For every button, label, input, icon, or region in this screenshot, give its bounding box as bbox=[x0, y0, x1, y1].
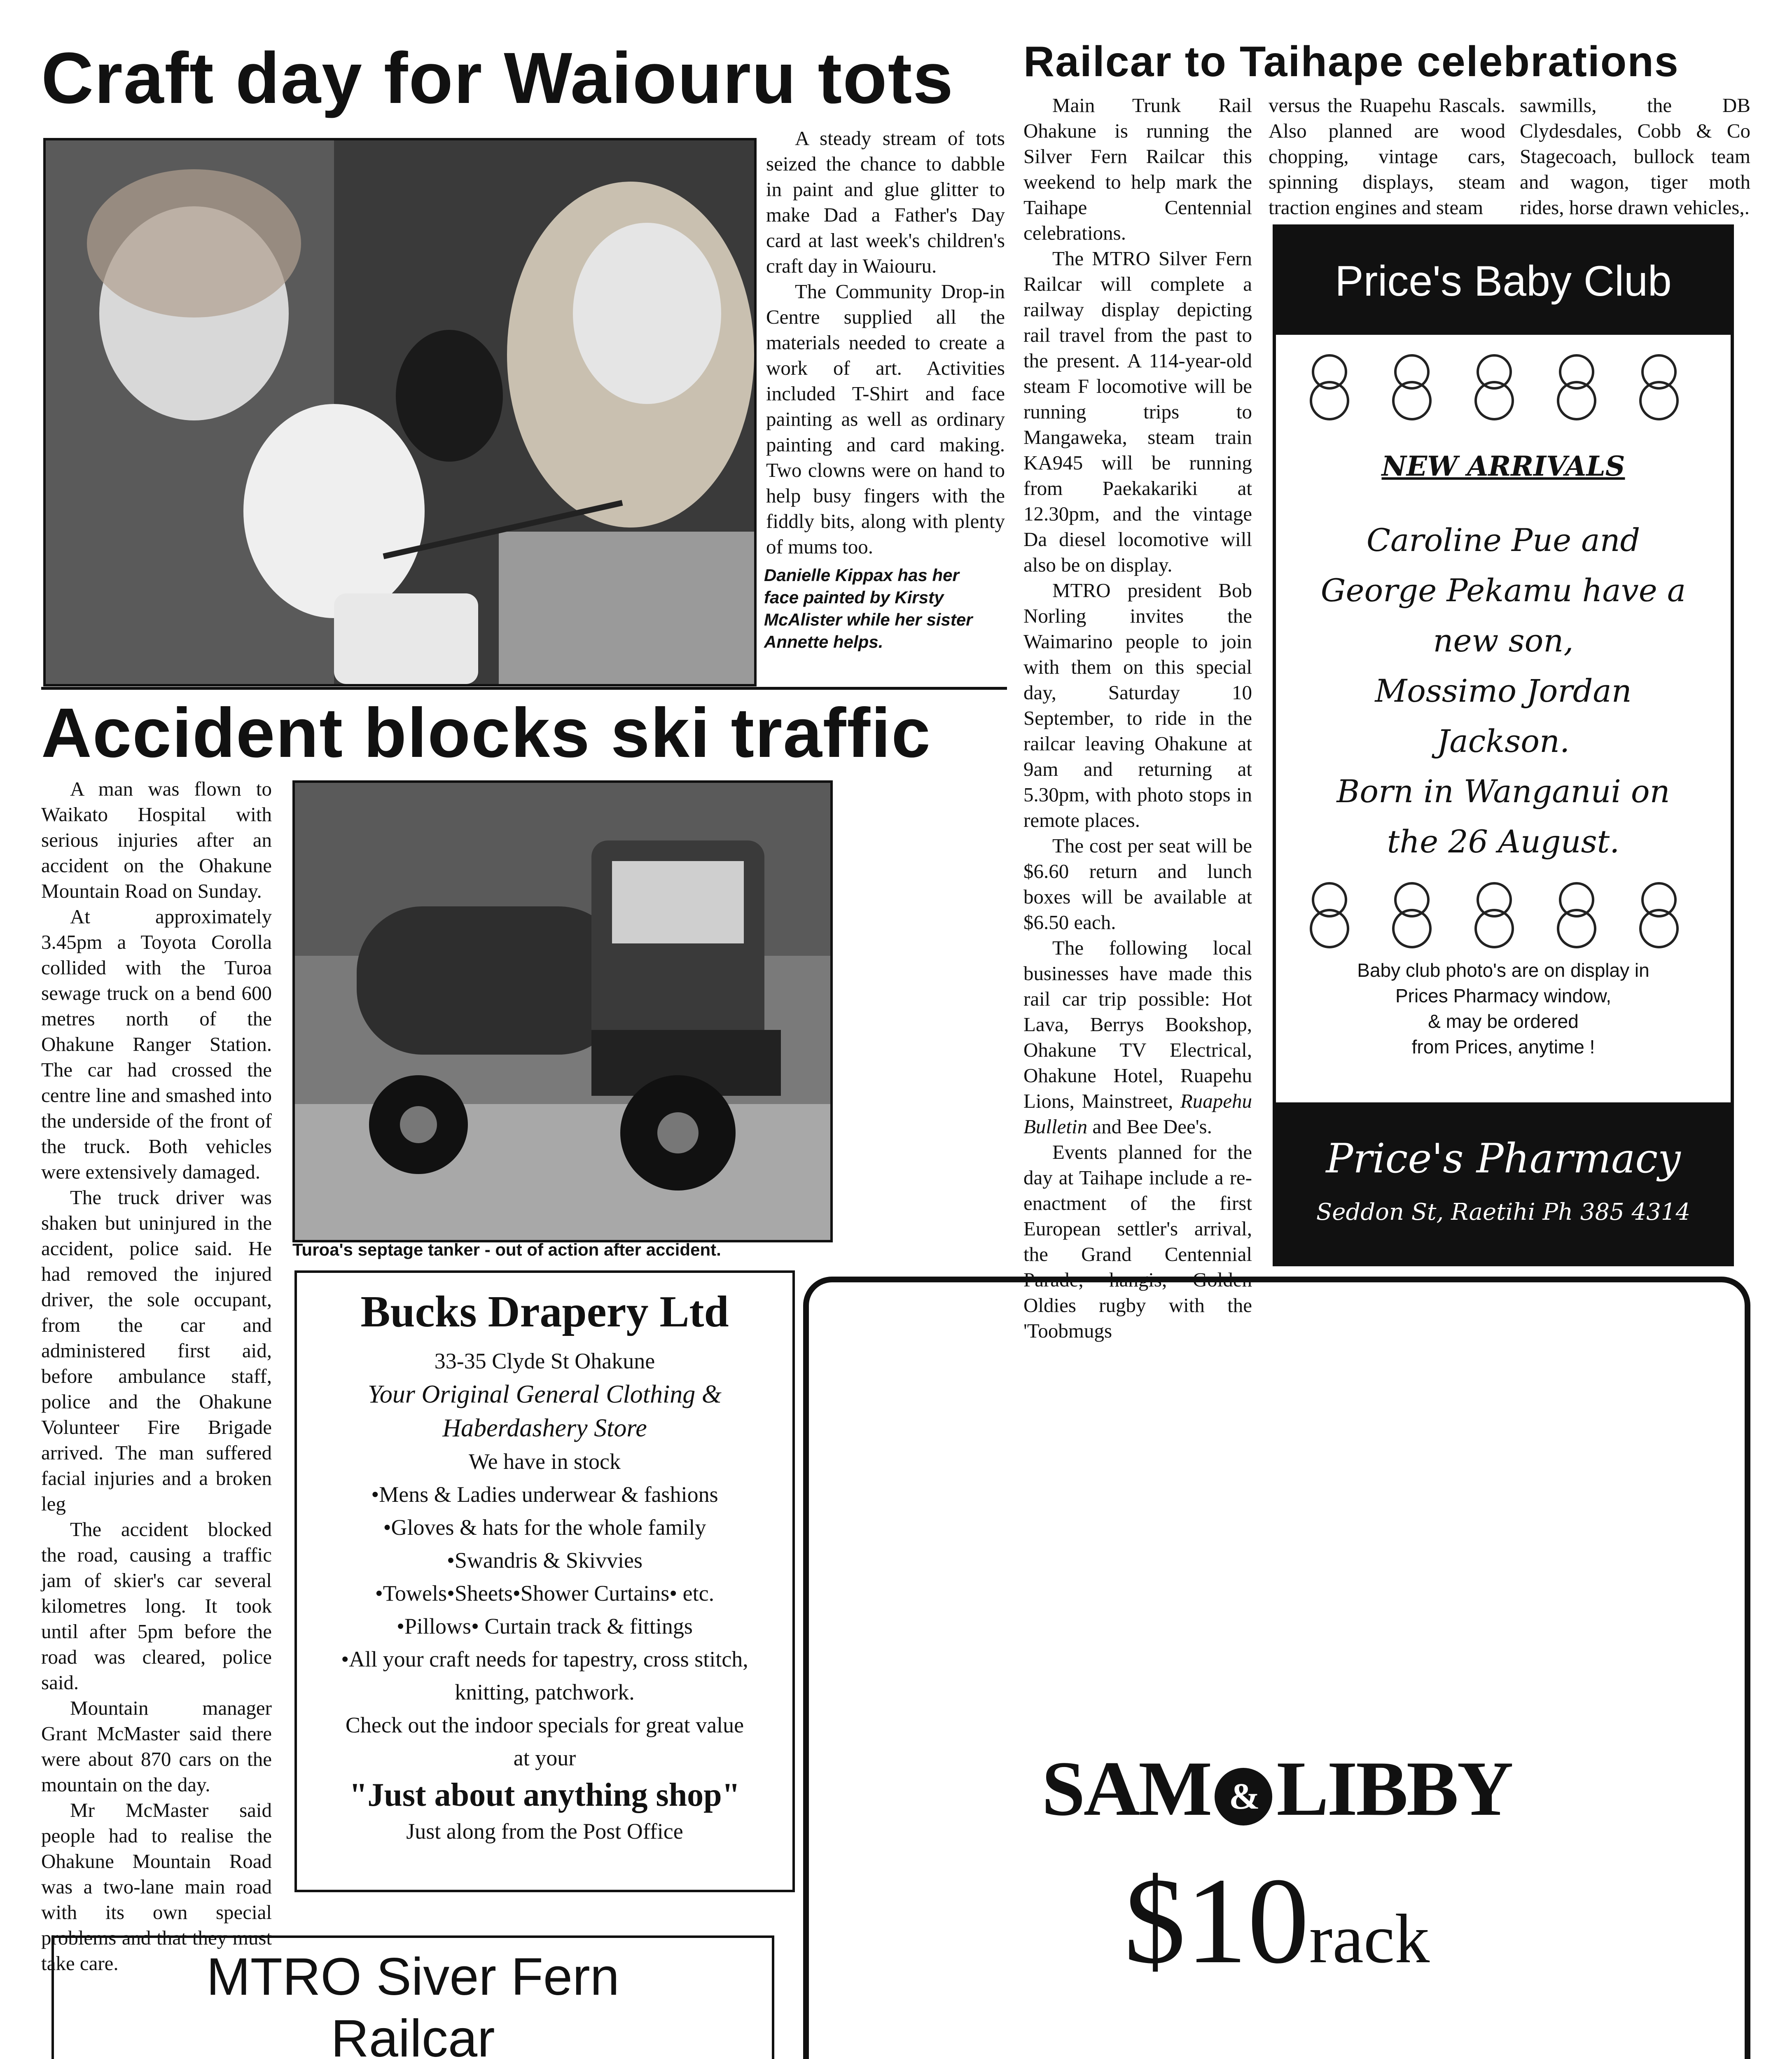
price-amount: $10 bbox=[1124, 1852, 1309, 1989]
railcar-paragraph: sawmills, the DB Clydesdales, Cobb & Co Stagecoach, bullock team and wagon, tiger moth rides, horse drawn vehicles,. bbox=[1520, 94, 1750, 219]
railcar-paragraph: The cost per seat will be $6.60 return and lunch boxes will be available at $6.50 each. bbox=[1023, 834, 1252, 934]
announcement-line: Mossimo Jordan bbox=[1375, 672, 1632, 709]
baby-club-ad bbox=[1273, 224, 1734, 1266]
accident-paragraph: At approximately 3.45pm a Toyota Corolla collided with the Turoa sewage truck on a bend 600 metres north of the Ohakune Ranger Station. The car had crossed the centre line and smashed into the underside of the front of the truck. Both vehicles were extensively damaged. bbox=[41, 905, 272, 1183]
craft-paragraph: The Community Drop-in Centre supplied all the materials needed to create a work of art. Activities included T-Shirt and face painting as well as ordinary painting and card making. Two clowns were on hand to help busy fingers with the fiddly bits, along with plenty of mums too. bbox=[766, 280, 1005, 558]
section-divider bbox=[41, 687, 1007, 690]
craft-article bbox=[766, 126, 1005, 560]
railcar-article-col3 bbox=[1520, 93, 1750, 220]
children-painting-image bbox=[46, 140, 754, 684]
accident-paragraph: A man was flown to Waikato Hospital with serious injuries after an accident on the Ohakune Mountain Road on Sunday. bbox=[41, 777, 272, 902]
accident-paragraph: The accident blocked the road, causing a traffic jam of skier's car several kilometres long. It took until after 5pm before the road was cleared, police said. bbox=[41, 1518, 272, 1694]
stock-intro: We have in stock bbox=[468, 1449, 621, 1474]
brand-sam: SAM bbox=[1042, 1746, 1211, 1832]
stock-item: •Swandris & Skivvies bbox=[447, 1548, 643, 1573]
railcar-paragraph: Main Trunk Rail Ohakune is running the Silver Fern Railcar this weekend to help mark the Taihape Centennial celebrations. bbox=[1023, 94, 1252, 244]
bucks-location: Just along from the Post Office bbox=[406, 1819, 683, 1844]
accident-paragraph: The truck driver was shaken but uninjured in the accident, police said. He had removed the injured driver, the sole occupant, from the car and administered first aid, before ambulance staff, police and the Ohakune Volunteer Fire Brigade arrived. The man suffered facial injuries and a broken leg bbox=[41, 1186, 272, 1515]
sale-headline bbox=[809, 2055, 1745, 2059]
rack-price bbox=[809, 1852, 1745, 2022]
bucks-stock-list bbox=[297, 1445, 792, 1774]
pharmacy-address: Seddon St, Raetihi Ph 385 4314 bbox=[1316, 1199, 1691, 1226]
craft-headline: Craft day for Waiouru tots bbox=[41, 38, 954, 119]
new-arrivals-heading: NEW ARRIVALS bbox=[1381, 450, 1625, 482]
accident-paragraph: Mr McMaster said people had to realise the Ohakune Mountain Road was a two-lane main road with its own special problems and that they must take care. bbox=[41, 1799, 272, 1975]
baby-club-header bbox=[1276, 228, 1731, 335]
sale-headline-line bbox=[809, 2055, 1745, 2059]
railcar-paragraph-text: and Bee Dee's. bbox=[1087, 1115, 1212, 1138]
stock-item: Check out the indoor specials for great value bbox=[345, 1713, 744, 1737]
brand-libby: LIBBY bbox=[1276, 1746, 1512, 1832]
accident-article bbox=[41, 776, 272, 1976]
stock-item: at your bbox=[513, 1746, 576, 1770]
sam-libby-ad bbox=[803, 1277, 1750, 2059]
announcement-line: new son, bbox=[1433, 622, 1574, 659]
railcar-article-col1 bbox=[1023, 93, 1252, 1344]
mtro-title-line: MTRO Siver Fern bbox=[206, 1947, 619, 2006]
truck-photo bbox=[292, 780, 833, 1242]
birth-announcement bbox=[1276, 515, 1731, 867]
craft-caption: Danielle Kippax has her face painted by Kirsty McAlister while her sister Annette helps. bbox=[764, 565, 973, 651]
railcar-article-col2 bbox=[1269, 93, 1505, 220]
teddy-bears-bottom-icon bbox=[1276, 871, 1731, 953]
railcar-paragraph: The MTRO Silver Fern Railcar will complete a railway display depicting rail travel from the past to the present. A 114-year-old steam F locomotive will be running trips to Mangaweka, steam train KA945 will be running from Paekakariki at 12.30pm, and the vintage Da diesel locomotive will also be on display. bbox=[1023, 247, 1252, 576]
bucks-address: 33-35 Clyde St Ohakune bbox=[434, 1349, 655, 1373]
tagline-line: Your Original General Clothing & bbox=[368, 1380, 722, 1408]
brand-ampersand: & bbox=[1215, 1768, 1272, 1826]
bucks-drapery-ad bbox=[294, 1270, 795, 1892]
stock-item: •Mens & Ladies underwear & fashions bbox=[371, 1482, 718, 1507]
bulletin-name: Ruapehu Bulletin bbox=[1023, 1090, 1252, 1138]
stock-item: •All your craft needs for tapestry, cross stitch, bbox=[341, 1647, 748, 1671]
railcar-paragraph: Events planned for the day at Taihape include a re-enactment of the first European settler's arrival, the Grand Centennial Parade, hangis, Golden Oldies rugby with the 'Toobmugs bbox=[1023, 1141, 1252, 1342]
accident-caption: Turoa's septage tanker - out of action after accident. bbox=[292, 1240, 721, 1259]
stock-item: •Towels•Sheets•Shower Curtains• etc. bbox=[375, 1581, 715, 1606]
announcement-line: Jackson. bbox=[1437, 723, 1570, 759]
mtro-title-line: Railcar bbox=[331, 2009, 495, 2059]
pharmacy-name: Price's Pharmacy bbox=[1326, 1135, 1681, 1182]
announcement-line: Born in Wanganui on bbox=[1336, 773, 1670, 810]
accident-headline: Accident blocks ski traffic bbox=[41, 694, 931, 772]
railcar-paragraph-text: The following local businesses have made this rail car trip possible: Hot Lava, Berrys Bookshop, Ohakune TV Electrical, Ohakune Hotel, Ruapehu Lions, Mainstreet, bbox=[1023, 936, 1252, 1112]
tanker-truck-image bbox=[295, 783, 830, 1240]
baby-club-title: Price's Baby Club bbox=[1335, 257, 1672, 305]
accident-paragraph: Mountain manager Grant McMaster said there were about 870 cars on the mountain on the day. bbox=[41, 1697, 272, 1796]
teddy-bears-top-icon bbox=[1276, 343, 1731, 425]
tagline-line: Haberdashery Store bbox=[442, 1414, 647, 1442]
bucks-slogan: "Just about anything shop" bbox=[349, 1777, 741, 1813]
mtro-title bbox=[54, 1946, 772, 2059]
craft-photo bbox=[43, 138, 757, 686]
notice-line: Baby club photo's are on display in bbox=[1357, 959, 1649, 981]
mtro-railcar-ad bbox=[51, 1935, 774, 2059]
announcement-line: the 26 August. bbox=[1387, 823, 1620, 860]
railcar-paragraph: versus the Ruapehu Rascals. Also planned are wood chopping, vintage cars, spinning displays, steam traction engines and steam bbox=[1269, 94, 1505, 219]
craft-paragraph: A steady stream of tots seized the chance to dabble in paint and glue glitter to make Dad a Father's Day card at last week's children's craft day in Waiouru. bbox=[766, 127, 1005, 277]
railcar-headline: Railcar to Taihape celebrations bbox=[1023, 38, 1679, 86]
notice-line: & may be ordered bbox=[1428, 1011, 1579, 1032]
baby-club-notice bbox=[1276, 957, 1731, 1060]
notice-line: from Prices, anytime ! bbox=[1411, 1036, 1595, 1058]
railcar-paragraph bbox=[1023, 935, 1252, 1139]
price-unit: rack bbox=[1309, 1900, 1430, 1977]
notice-line: Prices Pharmacy window, bbox=[1395, 985, 1612, 1006]
railcar-paragraph: MTRO president Bob Norling invites the Waimarino people to join with them on this special day, Saturday 10 September, to ride in the railcar leaving Ohakune at 9am and returning at 5.30pm, with photo stops in remote places. bbox=[1023, 579, 1252, 831]
pharmacy-footer bbox=[1276, 1102, 1731, 1263]
stock-item: •Pillows• Curtain track & fittings bbox=[397, 1614, 693, 1639]
stock-item: •Gloves & hats for the whole family bbox=[383, 1515, 706, 1540]
announcement-line: Caroline Pue and bbox=[1366, 522, 1640, 558]
bucks-tagline bbox=[297, 1377, 792, 1445]
announcement-line: George Pekamu have a bbox=[1320, 572, 1686, 609]
bucks-title: Bucks Drapery Ltd bbox=[360, 1287, 729, 1336]
sam-libby-logo bbox=[809, 1744, 1745, 1834]
stock-item: knitting, patchwork. bbox=[455, 1680, 635, 1704]
